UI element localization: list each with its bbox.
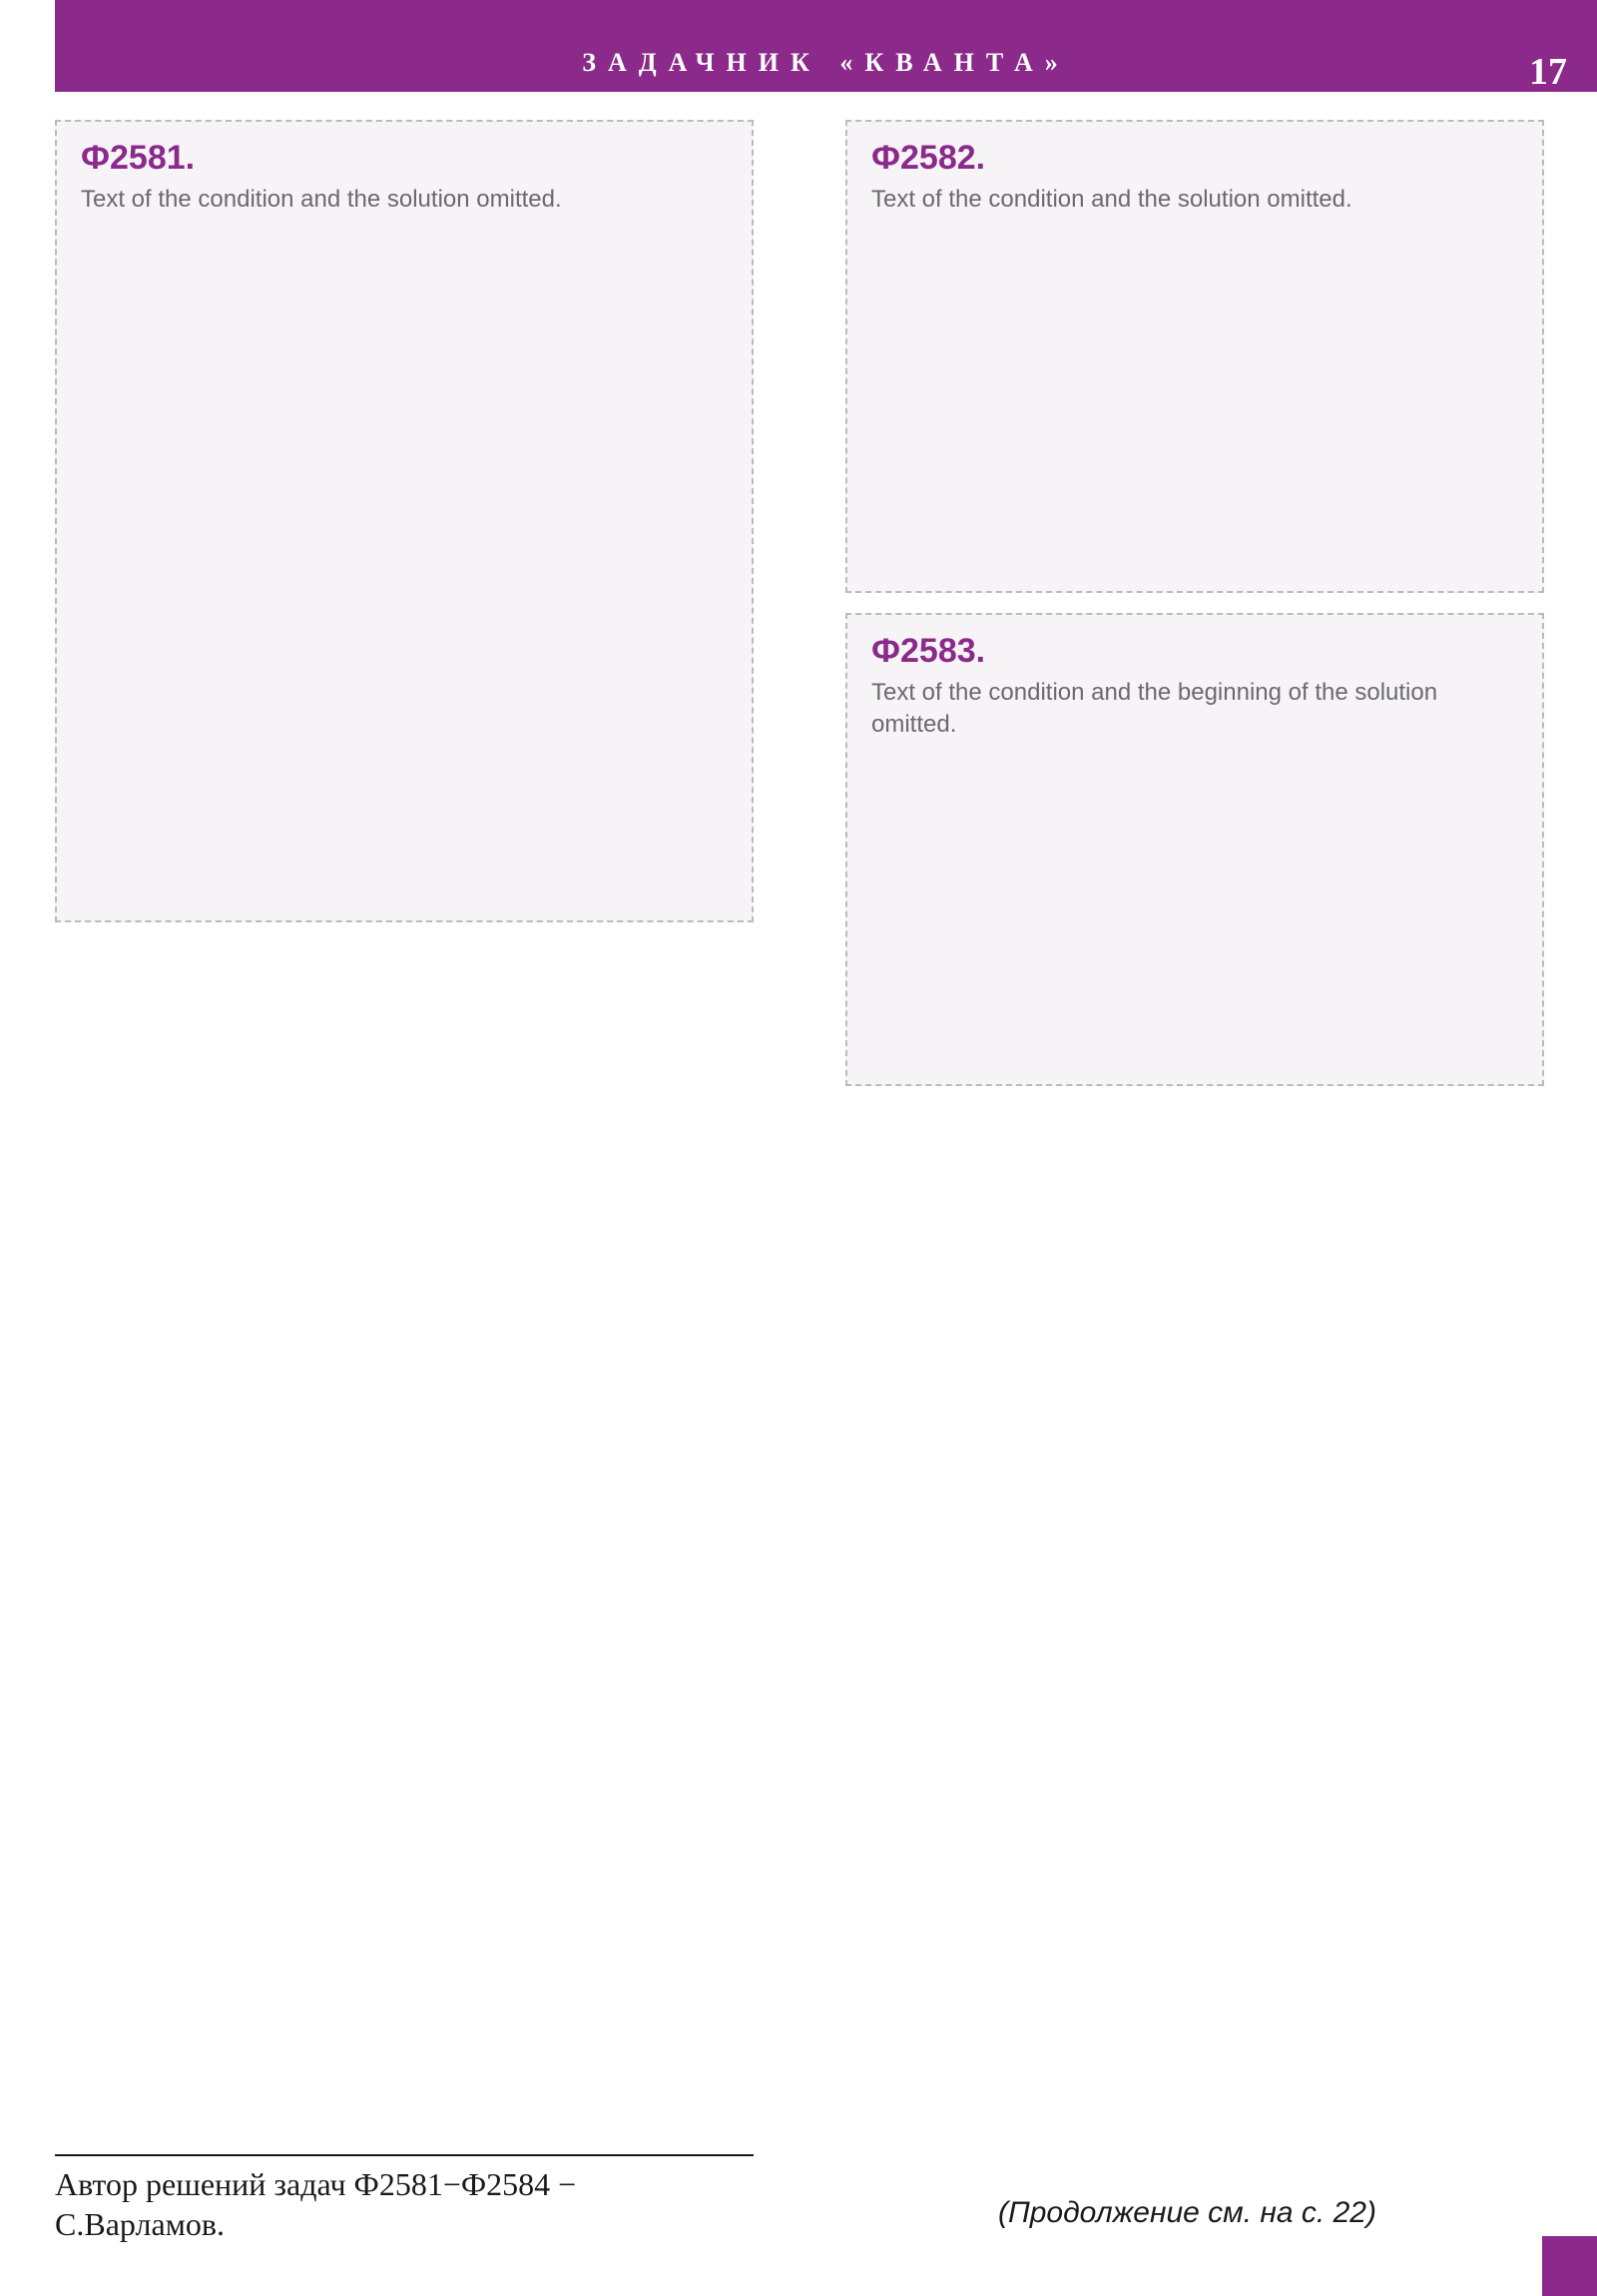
left-column (55, 120, 754, 942)
omitted-note: Text of the condition and the beginning of the solution omitted. (871, 679, 1438, 738)
problem-block (845, 120, 1544, 593)
corner-tab (1542, 2236, 1597, 2296)
footnote-divider (55, 2154, 754, 2156)
problem-block (845, 613, 1544, 1086)
problem-block (55, 120, 754, 922)
page-number: 17 (1529, 51, 1567, 93)
page-header (55, 0, 1597, 92)
omitted-note: Text of the condition and the solution omitted. (81, 186, 562, 213)
right-column (845, 120, 1544, 1106)
problem-id: Ф2582. (871, 139, 986, 177)
problem-id: Ф2581. (81, 139, 196, 177)
footnote: Автор решений задач Ф2581−Ф2584 − С.Варламов. (55, 2166, 577, 2242)
continuation-note: (Продолжение см. на с. 22) (998, 2196, 1376, 2229)
problem-id: Ф2583. (871, 632, 986, 670)
omitted-note: Text of the condition and the solution omitted. (871, 186, 1352, 213)
journal-section-title: ЗАДАЧНИК «КВАНТА» (582, 48, 1070, 77)
